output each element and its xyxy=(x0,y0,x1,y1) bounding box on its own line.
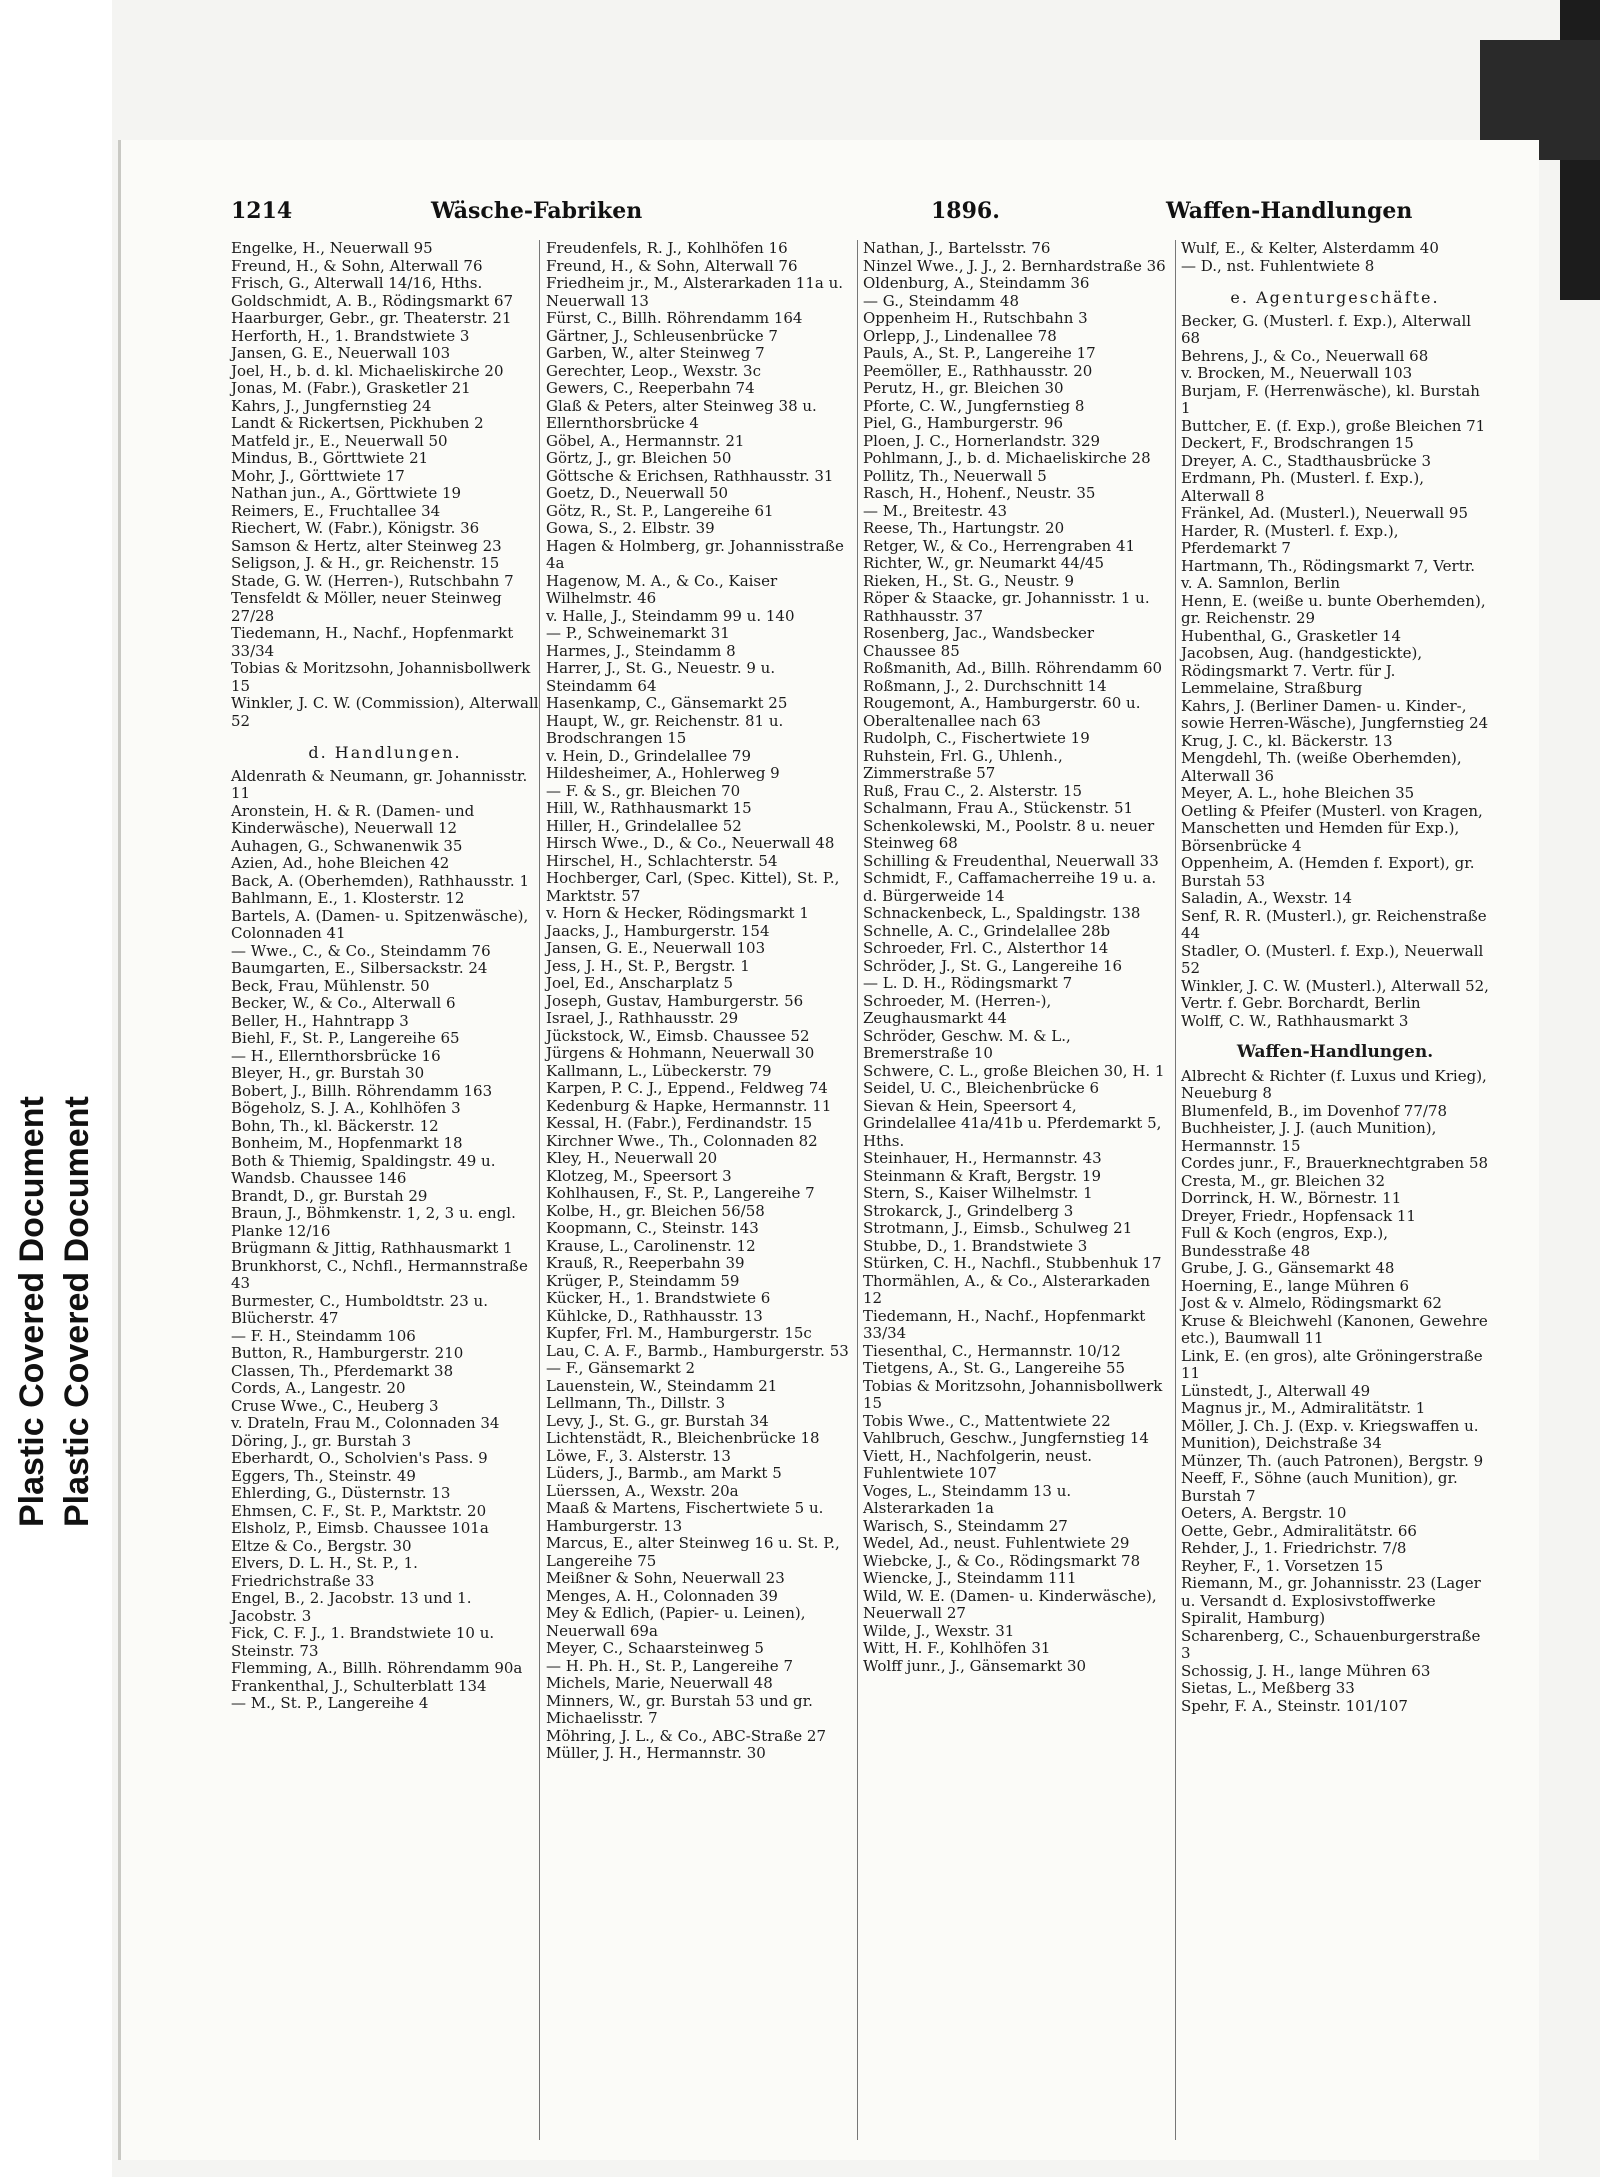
directory-entry: Maaß & Martens, Fischertwiete 5 u. Hamburgerstr. 13 xyxy=(546,1499,824,1535)
directory-entry: Strokarck, J., Grindelberg 3 xyxy=(863,1201,1074,1220)
directory-entry: Cruse Wwe., C., Heuberg 3 xyxy=(231,1396,439,1415)
directory-entry: Lüders, J., Barmb., am Markt 5 xyxy=(546,1464,782,1482)
directory-entry: Gowa, S., 2. Elbstr. 39 xyxy=(546,519,715,537)
directory-entry: Frisch, G., Alterwall 14/16, Hths. xyxy=(231,274,483,292)
entry-list xyxy=(1181,1068,1489,1716)
directory-entry: Brandt, D., gr. Burstah 29 xyxy=(231,1186,428,1205)
directory-entry: Lichtenstädt, R., Bleichenbrücke 18 xyxy=(546,1429,820,1447)
directory-entry: Reese, Th., Hartungstr. 20 xyxy=(863,519,1065,537)
directory-entry: Hasenkamp, C., Gänsemarkt 25 xyxy=(546,694,788,712)
entry-list xyxy=(231,768,539,1713)
directory-entry: Hochberger, Carl, (Spec. Kittel), St. P., Marktstr. 57 xyxy=(546,869,840,905)
directory-entry: Ruß, Frau C., 2. Alsterstr. 15 xyxy=(863,781,1083,800)
directory-entry: Tiedemann, H., Nachf., Hopfenmarkt 33/34 xyxy=(863,1306,1146,1342)
directory-entry: Hartmann, Th., Rödingsmarkt 7, Vertr. v. A. Samnlon, Berlin xyxy=(1181,556,1476,592)
directory-entry: Buttcher, E. (f. Exp.), große Bleichen 71 xyxy=(1181,416,1486,435)
directory-entry: Ruhstein, Frl. G., Uhlenh., Zimmerstraße 57 xyxy=(863,746,1063,782)
directory-entry: Richter, W., gr. Neumarkt 44/45 xyxy=(863,554,1104,572)
directory-entry: Orlepp, J., Lindenallee 78 xyxy=(863,326,1057,345)
left-margin xyxy=(0,0,112,2177)
directory-entry: Mengdehl, Th. (weiße Oberhemden), Alterwall 36 xyxy=(1181,749,1462,785)
directory-entry: Döring, J., gr. Burstah 3 xyxy=(231,1431,412,1450)
directory-entry: Cordes junr., F., Brauerknechtgraben 58 xyxy=(1181,1154,1489,1172)
directory-entry: Oldenburg, A., Steindamm 36 xyxy=(863,274,1090,292)
directory-entry: — P., Schweinemarkt 31 xyxy=(546,624,730,642)
directory-entry: Oppenheim, A. (Hemden f. Export), gr. Burstah 53 xyxy=(1181,854,1475,890)
directory-entry: Kahrs, J. (Berliner Damen- u. Kinder-, sowie Herren-Wäsche), Jungfernstieg 24 xyxy=(1181,696,1489,732)
directory-entry: Albrecht & Richter (f. Luxus und Krieg), Neueburg 8 xyxy=(1181,1066,1487,1102)
directory-entry: Mey & Edlich, (Papier- u. Leinen), Neuerwall 69a xyxy=(546,1604,806,1640)
directory-entry: Tietgens, A., St. G., Langereihe 55 xyxy=(863,1359,1126,1377)
directory-entry: Bartels, A. (Damen- u. Spitzenwäsche), Colonnaden 41 xyxy=(231,906,529,942)
directory-entry: Oette, Gebr., Admiralitätstr. 66 xyxy=(1181,1521,1417,1540)
directory-entry: Kohlhausen, F., St. P., Langereihe 7 xyxy=(546,1184,815,1202)
directory-entry: Behrens, J., & Co., Neuerwall 68 xyxy=(1181,346,1429,365)
directory-entry: Winkler, J. C. W. (Commission), Alterwall 52 xyxy=(231,694,539,730)
directory-entry: Bobert, J., Billh. Röhrendamm 163 xyxy=(231,1081,493,1100)
directory-entry: Burjam, F. (Herrenwäsche), kl. Burstah 1 xyxy=(1181,381,1480,417)
directory-entry: Hiller, H., Grindelallee 52 xyxy=(546,816,742,835)
directory-entry: Steinmann & Kraft, Bergstr. 19 xyxy=(863,1166,1101,1185)
directory-entry: Hildesheimer, A., Hohlerweg 9 xyxy=(546,764,780,782)
header-right-title: Waffen-Handlungen xyxy=(1166,198,1413,224)
directory-entry: Göttsche & Erichsen, Rathhausstr. 31 xyxy=(546,466,834,485)
entry-list xyxy=(231,240,539,730)
directory-entry: Auhagen, G., Schwanenwik 35 xyxy=(231,836,463,855)
directory-entry: Freund, H., & Sohn, Alterwall 76 xyxy=(546,256,798,275)
directory-entry: Schröder, J., St. G., Langereihe 16 xyxy=(863,956,1123,975)
page-header xyxy=(231,198,1431,238)
directory-entry: Tiesenthal, C., Hermannstr. 10/12 xyxy=(863,1341,1121,1360)
directory-entry: Garben, W., alter Steinweg 7 xyxy=(546,344,765,362)
directory-entry: Wolff, C. W., Rathhausmarkt 3 xyxy=(1181,1011,1409,1030)
directory-entry: Thormählen, A., & Co., Alsterarkaden 12 xyxy=(863,1271,1151,1307)
directory-entry: Lau, C. A. F., Barmb., Hamburgerstr. 53 xyxy=(546,1341,849,1360)
directory-entry: Tiedemann, H., Nachf., Hopfenmarkt 33/34 xyxy=(231,624,514,660)
directory-entry: Harrer, J., St. G., Neuestr. 9 u. Steindamm 64 xyxy=(546,659,776,695)
column-3 xyxy=(863,240,1171,1675)
directory-entry: Baumgarten, E., Silbersackstr. 24 xyxy=(231,959,488,977)
directory-entry: — G., Steindamm 48 xyxy=(863,291,1020,310)
directory-entry: Grube, J. G., Gänsemarkt 48 xyxy=(1181,1259,1395,1277)
directory-entry: Schnelle, A. C., Grindelallee 28b xyxy=(863,921,1111,940)
directory-entry: Voges, L., Steindamm 13 u. Alsterarkaden 1a xyxy=(863,1481,1072,1517)
directory-entry: Karpen, P. C. J., Eppend., Feldweg 74 xyxy=(546,1079,828,1097)
directory-entry: — F. H., Steindamm 106 xyxy=(231,1326,416,1345)
directory-entry: Dreyer, A. C., Stadthausbrücke 3 xyxy=(1181,451,1432,470)
directory-entry: Retger, W., & Co., Herrengraben 41 xyxy=(863,536,1136,555)
directory-entry: Azien, Ad., hohe Bleichen 42 xyxy=(231,854,450,872)
directory-entry: v. Horn & Hecker, Rödingsmarkt 1 xyxy=(546,904,809,922)
directory-entry: Engelke, H., Neuerwall 95 xyxy=(231,239,433,257)
directory-entry: Senf, R. R. (Musterl.), gr. Reichenstraße 44 xyxy=(1181,906,1487,942)
directory-entry: Roßmanith, Ad., Billh. Röhrendamm 60 xyxy=(863,659,1163,677)
directory-entry: Freund, H., & Sohn, Alterwall 76 xyxy=(231,256,483,275)
directory-entry: Reimers, E., Fruchtallee 34 xyxy=(231,501,441,520)
directory-entry: — D., nst. Fuhlentwiete 8 xyxy=(1181,256,1375,275)
directory-entry: Schilling & Freudenthal, Neuerwall 33 xyxy=(863,851,1159,870)
directory-entry: Joel, Ed., Anscharplatz 5 xyxy=(546,974,734,992)
directory-entry: Krauß, R., Reeperbahn 39 xyxy=(546,1254,745,1272)
directory-entry: Strotmann, J., Eimsb., Schulweg 21 xyxy=(863,1219,1133,1237)
directory-entry: Classen, Th., Pferdemarkt 38 xyxy=(231,1361,454,1380)
directory-entry: Witt, H. F., Kohlhöfen 31 xyxy=(863,1639,1051,1657)
directory-entry: Neeff, F., Söhne (auch Munition), gr. Burstah 7 xyxy=(1181,1469,1458,1505)
directory-entry: Kruse & Bleichwehl (Kanonen, Gewehre etc.), Baumwall 11 xyxy=(1181,1311,1488,1347)
directory-entry: — M., Breitestr. 43 xyxy=(863,501,1008,520)
directory-entry: Stadler, O. (Musterl. f. Exp.), Neuerwall 52 xyxy=(1181,941,1484,977)
directory-entry: Jost & v. Almelo, Rödingsmarkt 62 xyxy=(1181,1294,1442,1312)
directory-entry: Rosenberg, Jac., Wandsbecker Chaussee 85 xyxy=(863,624,1095,660)
directory-page xyxy=(118,140,1539,2160)
directory-entry: Schmidt, F., Caffamacherreihe 19 u. a. d. Bürgerweide 14 xyxy=(863,869,1157,905)
directory-entry: Hubenthal, G., Grasketler 14 xyxy=(1181,626,1402,645)
directory-entry: Görtz, J., gr. Bleichen 50 xyxy=(546,449,732,467)
directory-entry: — M., St. P., Langereihe 4 xyxy=(231,1694,429,1712)
directory-entry: Wild, W. E. (Damen- u. Kinderwäsche), Neuerwall 27 xyxy=(863,1586,1157,1622)
directory-entry: Krause, L., Carolinenstr. 12 xyxy=(546,1236,756,1255)
directory-entry: Meyer, C., Schaarsteinweg 5 xyxy=(546,1639,764,1657)
directory-entry: Kahrs, J., Jungfernstieg 24 xyxy=(231,396,432,415)
directory-entry: Frankenthal, J., Schulterblatt 134 xyxy=(231,1676,487,1695)
directory-entry: Lellmann, Th., Dillstr. 3 xyxy=(546,1394,726,1412)
directory-entry: Kupfer, Frl. M., Hamburgerstr. 15c xyxy=(546,1324,812,1342)
directory-entry: Matfeld jr., E., Neuerwall 50 xyxy=(231,431,448,450)
entry-list xyxy=(1181,313,1489,1031)
column-divider xyxy=(857,240,858,2140)
directory-entry: Reyher, F., 1. Vorsetzen 15 xyxy=(1181,1556,1384,1575)
directory-entry: Warisch, S., Steindamm 27 xyxy=(863,1516,1068,1535)
directory-entry: Kolbe, H., gr. Bleichen 56/58 xyxy=(546,1201,765,1220)
directory-entry: Samson & Hertz, alter Steinweg 23 xyxy=(231,536,502,555)
directory-entry: v. Halle, J., Steindamm 99 u. 140 xyxy=(546,606,795,625)
directory-entry: Stade, G. W. (Herren-), Rutschbahn 7 xyxy=(231,571,514,590)
directory-entry: Rudolph, C., Fischertwiete 19 xyxy=(863,729,1090,747)
directory-entry: Aldenrath & Neumann, gr. Johannisstr. 11 xyxy=(231,766,528,802)
directory-entry: Jaacks, J., Hamburgerstr. 154 xyxy=(546,921,770,940)
directory-entry: Oetling & Pfeifer (Musterl. von Kragen, Manschetten und Hemden für Exp.), Börsenbrücke 4 xyxy=(1181,801,1483,855)
directory-entry: Hagenow, M. A., & Co., Kaiser Wilhelmstr. 46 xyxy=(546,571,778,607)
directory-entry: Vahlbruch, Geschw., Jungfernstieg 14 xyxy=(863,1429,1149,1447)
section-heading-agenturgeschaefte: e. Agenturgeschäfte. xyxy=(1230,288,1440,307)
directory-entry: Schenkolewski, M., Poolstr. 8 u. neuer Steinweg 68 xyxy=(863,816,1155,852)
directory-entry: Elvers, D. L. H., St. P., 1. Friedrichstraße 33 xyxy=(231,1554,418,1590)
column-divider xyxy=(539,240,540,2140)
directory-entry: Fürst, C., Billh. Röhrendamm 164 xyxy=(546,309,803,327)
directory-entry: Piel, G., Hamburgerstr. 96 xyxy=(863,414,1064,432)
directory-entry: Hirschel, H., Schlachterstr. 54 xyxy=(546,851,778,870)
directory-entry: Ehlerding, G., Düsternstr. 13 xyxy=(231,1484,451,1502)
directory-entry: Oeters, A. Bergstr. 10 xyxy=(1181,1504,1347,1522)
directory-entry: — Wwe., C., & Co., Steindamm 76 xyxy=(231,941,491,960)
entry-list xyxy=(1181,240,1489,275)
directory-entry: Stern, S., Kaiser Wilhelmstr. 1 xyxy=(863,1184,1093,1202)
directory-entry: Ploen, J. C., Hornerlandstr. 329 xyxy=(863,431,1101,450)
directory-entry: Meißner & Sohn, Neuerwall 23 xyxy=(546,1569,785,1587)
directory-entry: Kühlcke, D., Rathhausstr. 13 xyxy=(546,1306,763,1325)
entry-list xyxy=(863,240,1171,1675)
directory-entry: Friedheim jr., M., Alsterarkaden 11a u. Neuerwall 13 xyxy=(546,274,844,310)
directory-entry: Schröder, Geschw. M. & L., Bremerstraße 10 xyxy=(863,1026,1071,1062)
directory-entry: Rehder, J., 1. Friedrichstr. 7/8 xyxy=(1181,1539,1407,1557)
directory-entry: Link, E. (en gros), alte Gröningerstraße 11 xyxy=(1181,1346,1483,1382)
directory-entry: Wilde, J., Wexstr. 31 xyxy=(863,1621,1015,1640)
directory-entry: Nathan jun., A., Görttwiete 19 xyxy=(231,484,462,502)
directory-entry: Becker, W., & Co., Alterwall 6 xyxy=(231,994,456,1012)
directory-entry: Möhring, J. L., & Co., ABC-Straße 27 xyxy=(546,1726,826,1745)
directory-entry: Tobis Wwe., C., Mattentwiete 22 xyxy=(863,1411,1111,1430)
directory-entry: Bohn, Th., kl. Bäckerstr. 12 xyxy=(231,1116,439,1135)
directory-entry: Pohlmann, J., b. d. Michaeliskirche 28 xyxy=(863,449,1151,467)
directory-entry: Cords, A., Langestr. 20 xyxy=(231,1379,406,1397)
directory-entry: Wiencke, J., Steindamm 111 xyxy=(863,1569,1077,1587)
directory-entry: Jückstock, W., Eimsb. Chaussee 52 xyxy=(546,1026,810,1045)
header-year: 1896. xyxy=(931,198,1000,224)
directory-entry: Joel, H., b. d. kl. Michaeliskirche 20 xyxy=(231,361,504,380)
directory-entry: Kallmann, L., Lübeckerstr. 79 xyxy=(546,1061,772,1080)
directory-entry: Biehl, F., St. P., Langereihe 65 xyxy=(231,1029,460,1047)
directory-entry: Eberhardt, O., Scholvien's Pass. 9 xyxy=(231,1449,488,1467)
directory-entry: Goetz, D., Neuerwall 50 xyxy=(546,484,729,502)
directory-entry: Krüger, P., Steindamm 59 xyxy=(546,1271,740,1290)
directory-entry: Brügmann & Jittig, Rathhausmarkt 1 xyxy=(231,1239,513,1257)
directory-entry: Ninzel Wwe., J. J., 2. Bernhardstraße 36 xyxy=(863,256,1166,275)
directory-entry: Cresta, M., gr. Bleichen 32 xyxy=(1181,1171,1386,1190)
section-heading-handlungen: d. Handlungen. xyxy=(308,743,462,762)
directory-entry: Oppenheim H., Rutschbahn 3 xyxy=(863,309,1088,327)
directory-entry: Levy, J., St. G., gr. Burstah 34 xyxy=(546,1411,769,1430)
directory-entry: Rougemont, A., Hamburgerstr. 60 u. Oberaltenallee nach 63 xyxy=(863,694,1141,730)
directory-entry: Fränkel, Ad. (Musterl.), Neuerwall 95 xyxy=(1181,504,1468,522)
directory-entry: Eltze & Co., Bergstr. 30 xyxy=(231,1536,412,1555)
directory-entry: Becker, G. (Musterl. f. Exp.), Alterwall 68 xyxy=(1181,311,1472,347)
directory-entry: Ehmsen, C. F., St. P., Marktstr. 20 xyxy=(231,1501,487,1520)
directory-entry: Schroeder, M. (Herren-), Zeughausmarkt 44 xyxy=(863,991,1052,1027)
directory-entry: Schwere, C. L., große Bleichen 30, H. 1 xyxy=(863,1061,1165,1080)
column-1 xyxy=(231,240,539,1713)
directory-entry: Buchheister, J. J. (auch Munition), Hermannstr. 15 xyxy=(1181,1119,1437,1155)
directory-entry: Löwe, F., 3. Alsterstr. 13 xyxy=(546,1446,731,1465)
directory-entry: Lüerssen, A., Wexstr. 20a xyxy=(546,1481,739,1500)
directory-entry: Kirchner Wwe., Th., Colonnaden 82 xyxy=(546,1131,818,1150)
directory-entry: Kessal, H. (Fabr.), Ferdinandstr. 15 xyxy=(546,1114,813,1132)
directory-entry: Wolff junr., J., Gänsemarkt 30 xyxy=(863,1656,1087,1675)
directory-entry: Peemöller, E., Rathhausstr. 20 xyxy=(863,361,1093,380)
directory-entry: Gewers, C., Reeperbahn 74 xyxy=(546,379,755,397)
directory-entry: Bögeholz, S. J. A., Kohlhöfen 3 xyxy=(231,1099,461,1117)
directory-entry: Aronstein, H. & R. (Damen- und Kinderwäsche), Neuerwall 12 xyxy=(231,801,475,837)
column-4 xyxy=(1181,240,1489,1715)
entry-list xyxy=(546,240,854,1763)
directory-entry: Kley, H., Neuerwall 20 xyxy=(546,1149,718,1167)
directory-entry: — L. D. H., Rödingsmarkt 7 xyxy=(863,974,1073,992)
directory-entry: Pauls, A., St. P., Langereihe 17 xyxy=(863,344,1096,362)
directory-entry: Schalmann, Frau A., Stückenstr. 51 xyxy=(863,799,1134,817)
directory-entry: Button, R., Hamburgerstr. 210 xyxy=(231,1344,464,1362)
directory-entry: Elsholz, P., Eimsb. Chaussee 101a xyxy=(231,1519,489,1537)
directory-entry: Götz, R., St. P., Langereihe 61 xyxy=(546,501,774,520)
directory-entry: Michels, Marie, Neuerwall 48 xyxy=(546,1674,773,1692)
directory-entry: Meyer, A. L., hohe Bleichen 35 xyxy=(1181,784,1415,802)
directory-entry: Rieken, H., St. G., Neustr. 9 xyxy=(863,571,1075,590)
directory-entry: — H. Ph. H., St. P., Langereihe 7 xyxy=(546,1656,793,1675)
directory-entry: Beck, Frau, Mühlenstr. 50 xyxy=(231,976,430,995)
directory-entry: Deckert, F., Brodschrangen 15 xyxy=(1181,434,1414,452)
directory-entry: Haarburger, Gebr., gr. Theaterstr. 21 xyxy=(231,309,512,327)
directory-entry: Hoerning, E., lange Mühren 6 xyxy=(1181,1276,1410,1295)
directory-entry: Krug, J. C., kl. Bäckerstr. 13 xyxy=(1181,731,1393,750)
directory-entry: Wedel, Ad., neust. Fuhlentwiete 29 xyxy=(863,1534,1130,1552)
directory-entry: — F., Gänsemarkt 2 xyxy=(546,1359,696,1377)
directory-entry: Seidel, U. C., Bleichenbrücke 6 xyxy=(863,1079,1100,1097)
directory-entry: Roßmann, J., 2. Durchschnitt 14 xyxy=(863,676,1107,695)
directory-entry: Israel, J., Rathhausstr. 29 xyxy=(546,1009,739,1027)
directory-entry: Erdmann, Ph. (Musterl. f. Exp.), Alterwall 8 xyxy=(1181,469,1424,505)
directory-entry: Scharenberg, C., Schauenburgerstraße 3 xyxy=(1181,1626,1481,1662)
column-divider xyxy=(1175,240,1176,2140)
directory-entry: Minners, W., gr. Burstah 53 und gr. Michaelisstr. 7 xyxy=(546,1691,813,1727)
directory-entry: Kücker, H., 1. Brandstwiete 6 xyxy=(546,1289,771,1307)
directory-entry: Brunkhorst, C., Nchfl., Hermannstraße 43 xyxy=(231,1256,528,1292)
margin-label-line-1: Plastic Covered Document xyxy=(13,1096,51,1527)
directory-entry: Tobias & Moritzsohn, Johannisbollwerk 15 xyxy=(231,659,531,695)
directory-entry: Viett, H., Nachfolgerin, neust. Fuhlentwiete 107 xyxy=(863,1446,1093,1482)
directory-entry: Hagen & Holmberg, gr. Johannisstraße 4a xyxy=(546,536,844,572)
directory-entry: Jürgens & Hohmann, Neuerwall 30 xyxy=(546,1044,815,1062)
directory-entry: Dorrinck, H. W., Börnestr. 11 xyxy=(1181,1189,1402,1207)
directory-entry: Back, A. (Oberhemden), Rathhausstr. 1 xyxy=(231,871,530,890)
directory-entry: Braun, J., Böhmkenstr. 1, 2, 3 u. engl. Planke 12/16 xyxy=(231,1204,516,1240)
directory-entry: Bahlmann, E., 1. Klosterstr. 12 xyxy=(231,889,465,907)
directory-entry: Burmester, C., Humboldtstr. 23 u. Blücherstr. 47 xyxy=(231,1291,488,1327)
directory-entry: Beller, H., Hahntrapp 3 xyxy=(231,1011,409,1030)
directory-entry: Jonas, M. (Fabr.), Grasketler 21 xyxy=(231,379,471,397)
directory-entry: Wiebcke, J., & Co., Rödingsmarkt 78 xyxy=(863,1551,1141,1570)
directory-entry: Engel, B., 2. Jacobstr. 13 und 1. Jacobstr. 3 xyxy=(231,1589,472,1625)
directory-entry: Müller, J. H., Hermannstr. 30 xyxy=(546,1744,766,1762)
directory-entry: Steinhauer, H., Hermannstr. 43 xyxy=(863,1149,1102,1167)
directory-entry: Hirsch Wwe., D., & Co., Neuerwall 48 xyxy=(546,834,835,852)
directory-entry: Goldschmidt, A. B., Rödingsmarkt 67 xyxy=(231,291,514,310)
directory-entry: Lünstedt, J., Alterwall 49 xyxy=(1181,1381,1371,1400)
directory-entry: Rasch, H., Hohenf., Neustr. 35 xyxy=(863,484,1096,502)
directory-entry: Mindus, B., Görttwiete 21 xyxy=(231,449,429,467)
directory-entry: Haupt, W., gr. Reichenstr. 81 u. Brodschrangen 15 xyxy=(546,711,784,747)
page-number: 1214 xyxy=(231,198,293,224)
directory-entry: Gerechter, Leop., Wexstr. 3c xyxy=(546,361,761,380)
directory-entry: Sievan & Hein, Speersort 4, Grindelallee 41a/41b u. Pferdemarkt 5, Hths. xyxy=(863,1096,1162,1150)
directory-entry: Jansen, G. E., Neuerwall 103 xyxy=(546,939,766,957)
directory-entry: Perutz, H., gr. Bleichen 30 xyxy=(863,379,1064,397)
directory-entry: Harder, R. (Musterl. f. Exp.), Pferdemarkt 7 xyxy=(1181,521,1399,557)
directory-entry: Bleyer, H., gr. Burstah 30 xyxy=(231,1064,425,1082)
directory-entry: Fick, C. F. J., 1. Brandstwiete 10 u. Steinstr. 73 xyxy=(231,1624,495,1660)
directory-entry: Bonheim, M., Hopfenmarkt 18 xyxy=(231,1134,463,1152)
directory-entry: Jansen, G. E., Neuerwall 103 xyxy=(231,344,451,362)
directory-entry: Both & Thiemig, Spaldingstr. 49 u. Wandsb. Chaussee 146 xyxy=(231,1151,496,1187)
directory-entry: Stubbe, D., 1. Brandstwiete 3 xyxy=(863,1236,1088,1255)
directory-entry: Münzer, Th. (auch Patronen), Bergstr. 9 xyxy=(1181,1451,1484,1470)
directory-entry: Riemann, M., gr. Johannisstr. 23 (Lager u. Versandt d. Explosivstoffwerke Spiralit, Hamburg) xyxy=(1181,1574,1481,1627)
directory-entry: Flemming, A., Billh. Röhrendamm 90a xyxy=(231,1659,523,1677)
column-2 xyxy=(546,240,854,1763)
directory-entry: v. Hein, D., Grindelallee 79 xyxy=(546,746,752,765)
directory-entry: Tensfeldt & Möller, neuer Steinweg 27/28 xyxy=(231,589,502,625)
directory-entry: Harmes, J., Steindamm 8 xyxy=(546,641,736,660)
directory-entry: Joseph, Gustav, Hamburgerstr. 56 xyxy=(546,991,804,1010)
header-left-title: Wäsche-Fabriken xyxy=(431,198,643,224)
margin-label xyxy=(13,477,97,1527)
directory-entry: Klotzeg, M., Speersort 3 xyxy=(546,1166,732,1185)
directory-entry: Tobias & Moritzsohn, Johannisbollwerk 15 xyxy=(863,1376,1163,1412)
section-heading-waffen-handlungen: Waffen-Handlungen. xyxy=(1236,1042,1434,1062)
directory-entry: Landt & Rickertsen, Pickhuben 2 xyxy=(231,414,484,432)
directory-entry: Full & Koch (engros, Exp.), Bundesstraße 48 xyxy=(1181,1224,1389,1260)
directory-entry: Henn, E. (weiße u. bunte Oberhemden), gr. Reichenstr. 29 xyxy=(1181,591,1486,627)
directory-entry: Pforte, C. W., Jungfernstieg 8 xyxy=(863,396,1085,415)
directory-entry: Mohr, J., Görttwiete 17 xyxy=(231,466,405,485)
directory-entry: Winkler, J. C. W. (Musterl.), Alterwall 52, Vertr. f. Gebr. Borchardt, Berlin xyxy=(1181,976,1489,1012)
directory-entry: Spehr, F. A., Steinstr. 101/107 xyxy=(1181,1696,1408,1715)
directory-entry: — F. & S., gr. Bleichen 70 xyxy=(546,781,741,800)
directory-entry: v. Brocken, M., Neuerwall 103 xyxy=(1181,364,1413,382)
directory-entry: Nathan, J., Bartelsstr. 76 xyxy=(863,239,1051,257)
directory-entry: Marcus, E., alter Steinweg 16 u. St. P., Langereihe 75 xyxy=(546,1534,840,1570)
directory-entry: v. Drateln, Frau M., Colonnaden 34 xyxy=(231,1414,500,1432)
directory-entry: Lauenstein, W., Steindamm 21 xyxy=(546,1376,778,1395)
directory-entry: Wulf, E., & Kelter, Alsterdamm 40 xyxy=(1181,239,1439,257)
directory-entry: Hill, W., Rathhausmarkt 15 xyxy=(546,799,752,817)
directory-entry: Glaß & Peters, alter Steinweg 38 u. Ellernthorsbrücke 4 xyxy=(546,396,817,432)
directory-entry: Eggers, Th., Steinstr. 49 xyxy=(231,1466,416,1485)
directory-entry: Dreyer, Friedr., Hopfensack 11 xyxy=(1181,1206,1416,1225)
directory-entry: Sietas, L., Meßberg 33 xyxy=(1181,1679,1355,1697)
directory-entry: Blumenfeld, B., im Dovenhof 77/78 xyxy=(1181,1101,1448,1120)
directory-entry: Kedenburg & Hapke, Hermannstr. 11 xyxy=(546,1096,832,1115)
directory-entry: Göbel, A., Hermannstr. 21 xyxy=(546,431,745,450)
directory-entry: Seligson, J. & H., gr. Reichenstr. 15 xyxy=(231,554,500,572)
directory-entry: Herforth, H., 1. Brandstwiete 3 xyxy=(231,326,470,345)
directory-entry: Riechert, W. (Fabr.), Königstr. 36 xyxy=(231,519,480,537)
directory-entry: Saladin, A., Wexstr. 14 xyxy=(1181,889,1353,907)
directory-entry: Stürken, C. H., Nachfl., Stubbenhuk 17 xyxy=(863,1254,1162,1272)
directory-entry: Gärtner, J., Schleusenbrücke 7 xyxy=(546,326,778,345)
directory-entry: Schossig, J. H., lange Mühren 63 xyxy=(1181,1661,1431,1680)
directory-entry: Magnus jr., M., Admiralitätstr. 1 xyxy=(1181,1399,1426,1417)
directory-entry: Freudenfels, R. J., Kohlhöfen 16 xyxy=(546,239,788,257)
directory-entry: Jess, J. H., St. P., Bergstr. 1 xyxy=(546,956,750,975)
directory-entry: Schnackenbeck, L., Spaldingstr. 138 xyxy=(863,904,1141,922)
directory-entry: Jacobsen, Aug. (handgestickte), Rödingsmarkt 7. Vertr. für J. Lemmelaine, Straßburg xyxy=(1181,644,1423,697)
directory-entry: Menges, A. H., Colonnaden 39 xyxy=(546,1586,778,1605)
directory-entry: Möller, J. Ch. J. (Exp. v. Kriegswaffen u. Munition), Deichstraße 34 xyxy=(1181,1416,1479,1452)
directory-entry: Schroeder, Frl. C., Alsterthor 14 xyxy=(863,939,1109,957)
directory-entry: Pollitz, Th., Neuerwall 5 xyxy=(863,466,1047,485)
directory-entry: Röper & Staacke, gr. Johannisstr. 1 u. Rathhausstr. 37 xyxy=(863,589,1150,625)
directory-entry: — H., Ellernthorsbrücke 16 xyxy=(231,1046,441,1065)
directory-entry: Koopmann, C., Steinstr. 143 xyxy=(546,1219,759,1237)
margin-label-line-2: Plastic Covered Document xyxy=(58,1096,96,1527)
